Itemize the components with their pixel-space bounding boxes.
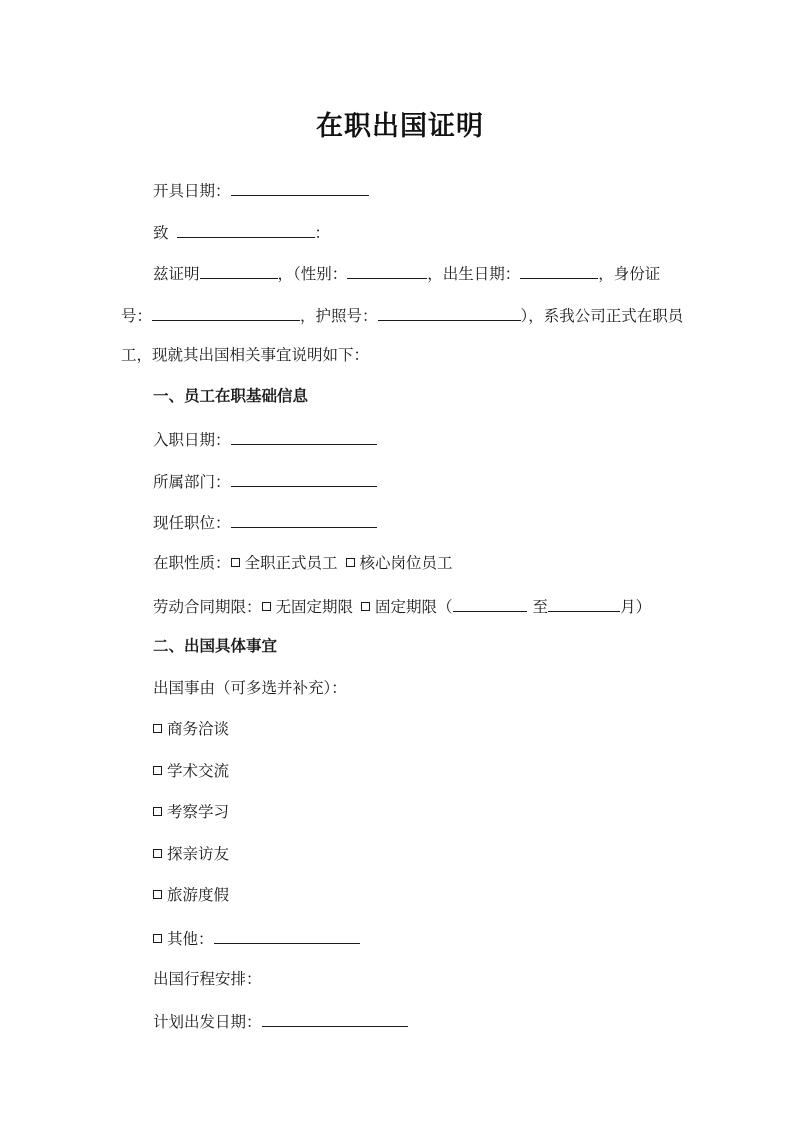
section-2-heading: 二、出国具体事宜 <box>153 637 278 655</box>
intro-prefix: 兹证明 <box>153 265 200 283</box>
issue-date-field[interactable] <box>231 178 369 196</box>
contract-start-field[interactable] <box>453 594 527 612</box>
department-field[interactable] <box>231 469 377 487</box>
hire-date-label: 入职日期： <box>153 431 231 449</box>
reason-option <box>153 801 229 823</box>
recipient-label: 致 <box>153 224 169 242</box>
id-label-start: ，身份证 <box>598 265 661 283</box>
reason-option <box>153 884 229 906</box>
issue-date-row <box>153 178 369 202</box>
other-reason-field[interactable] <box>214 926 360 944</box>
reason-label: 旅游度假 <box>167 886 230 904</box>
section-1-heading: 一、员工在职基础信息 <box>153 387 309 405</box>
issue-date-label: 开具日期： <box>153 182 231 200</box>
other-checkbox[interactable] <box>153 934 162 943</box>
itinerary-heading: 出国行程安排： <box>153 970 262 988</box>
vacation-checkbox[interactable] <box>153 890 162 899</box>
id-label-end: 号： <box>121 307 153 325</box>
core-position-label: 核心岗位员工 <box>359 554 453 572</box>
business-checkbox[interactable] <box>153 724 162 733</box>
academic-checkbox[interactable] <box>153 766 162 775</box>
reason-option-other <box>153 926 360 950</box>
contract-month-label: 月） <box>620 598 652 616</box>
reason-option <box>153 843 229 865</box>
family-visit-checkbox[interactable] <box>153 849 162 858</box>
passport-number-field[interactable] <box>378 303 521 321</box>
recipient-row <box>153 220 330 244</box>
employment-statement: ），系我公司正式在职员 <box>520 307 684 325</box>
contract-end-field[interactable] <box>548 594 620 612</box>
hire-date-field[interactable] <box>231 427 377 445</box>
reason-option <box>153 718 229 740</box>
gender-field[interactable] <box>347 261 427 279</box>
contract-to-label: 至 <box>532 598 549 616</box>
no-fixed-term-label: 无固定期限 <box>275 598 354 616</box>
fixed-term-checkbox[interactable] <box>361 602 370 611</box>
reason-label: 考察学习 <box>167 803 230 821</box>
other-label: 其他： <box>167 930 214 948</box>
intro-closing: 工，现就其出国相关事宜说明如下： <box>121 346 370 364</box>
employment-nature-label: 在职性质： <box>153 554 231 572</box>
full-time-label: 全职正式员工 <box>244 554 338 572</box>
birth-date-label: ，出生日期： <box>427 265 521 283</box>
core-position-checkbox[interactable] <box>346 558 355 567</box>
reason-option <box>153 760 229 782</box>
reason-label: 探亲访友 <box>167 845 230 863</box>
no-fixed-term-checkbox[interactable] <box>262 602 271 611</box>
full-time-checkbox[interactable] <box>231 558 240 567</box>
department-row <box>153 469 377 493</box>
contract-term-row <box>153 594 651 618</box>
departure-date-label: 计划出发日期： <box>153 1013 262 1031</box>
contract-term-label: 劳动合同期限： <box>153 598 262 616</box>
position-label: 现任职位： <box>153 514 231 532</box>
department-label: 所属部门： <box>153 473 231 491</box>
intro-line-3 <box>121 344 369 366</box>
employment-nature-row <box>153 552 453 574</box>
passport-label: ，护照号： <box>300 307 378 325</box>
id-number-field[interactable] <box>152 303 300 321</box>
recipient-colon: ： <box>314 224 331 242</box>
gender-label: ，（性别： <box>277 265 348 283</box>
reason-heading: 出国事由（可多选并补充）： <box>153 679 347 697</box>
departure-date-row <box>153 1009 408 1033</box>
reason-label: 商务洽谈 <box>167 720 230 738</box>
position-field[interactable] <box>231 510 377 528</box>
fixed-term-label: 固定期限（ <box>375 598 453 616</box>
recipient-field[interactable] <box>177 220 315 238</box>
departure-date-field[interactable] <box>262 1009 408 1027</box>
intro-line-1 <box>153 261 660 285</box>
employee-name-field[interactable] <box>200 261 278 279</box>
study-tour-checkbox[interactable] <box>153 807 162 816</box>
reason-label: 学术交流 <box>167 762 230 780</box>
intro-line-2 <box>121 303 683 327</box>
hire-date-row <box>153 427 377 451</box>
page-title: 在职出国证明 <box>316 111 484 142</box>
position-row <box>153 510 377 534</box>
birth-date-field[interactable] <box>520 261 598 279</box>
